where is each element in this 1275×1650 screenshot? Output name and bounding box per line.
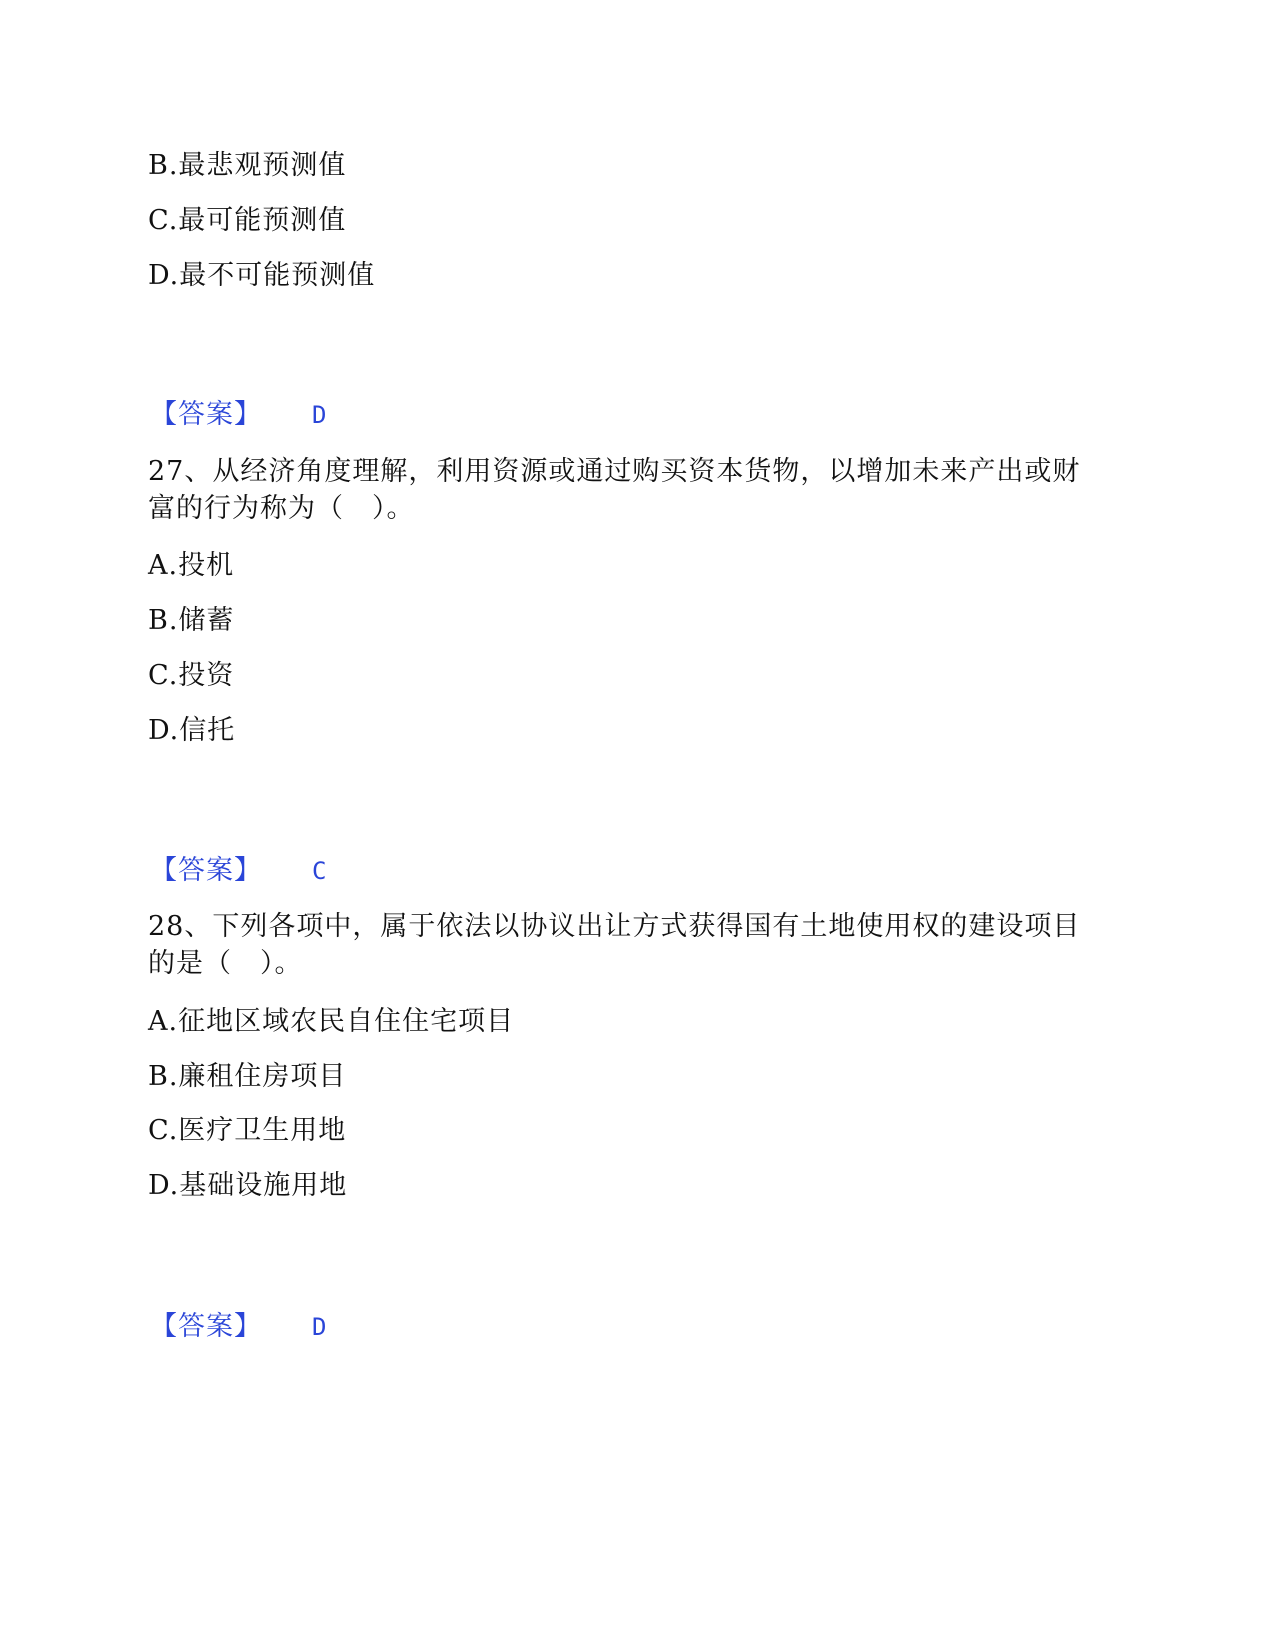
q27-option-c: C.投资 xyxy=(148,660,235,691)
q27-answer-label: 【答案】 xyxy=(150,855,262,886)
q26-answer-value: D xyxy=(312,401,327,429)
q27-answer-value: C xyxy=(312,857,327,885)
q28-option-a: A.征地区域农民自住住宅项目 xyxy=(148,1006,515,1037)
q27-answer xyxy=(150,853,326,889)
q27-stem-line-2: 富的行为称为（ ）。 xyxy=(148,493,415,524)
q27-stem-line-1: 27、从经济角度理解，利用资源或通过购买资本货物，以增加未来产出或财 xyxy=(148,456,1081,487)
q27-option-b: B.储蓄 xyxy=(148,605,235,636)
q26-option-d: D.最不可能预测值 xyxy=(148,260,376,291)
q28-stem-line-1: 28、下列各项中，属于依法以协议出让方式获得国有土地使用权的建设项目 xyxy=(148,911,1081,942)
q26-option-c: C.最可能预测值 xyxy=(148,205,347,236)
q26-answer-label: 【答案】 xyxy=(150,399,262,430)
q26-answer xyxy=(150,397,326,433)
q28-answer-label: 【答案】 xyxy=(150,1311,262,1342)
q28-option-c: C.医疗卫生用地 xyxy=(148,1115,347,1146)
q28-answer xyxy=(150,1309,326,1345)
q28-option-d: D.基础设施用地 xyxy=(148,1170,348,1201)
q28-answer-value: D xyxy=(312,1313,327,1341)
q28-stem-line-2: 的是（ ）。 xyxy=(148,948,303,979)
q27-option-d: D.信托 xyxy=(148,715,236,746)
q28-option-b: B.廉租住房项目 xyxy=(148,1061,347,1092)
q27-option-a: A.投机 xyxy=(148,550,235,581)
q26-option-b: B.最悲观预测值 xyxy=(148,150,347,181)
